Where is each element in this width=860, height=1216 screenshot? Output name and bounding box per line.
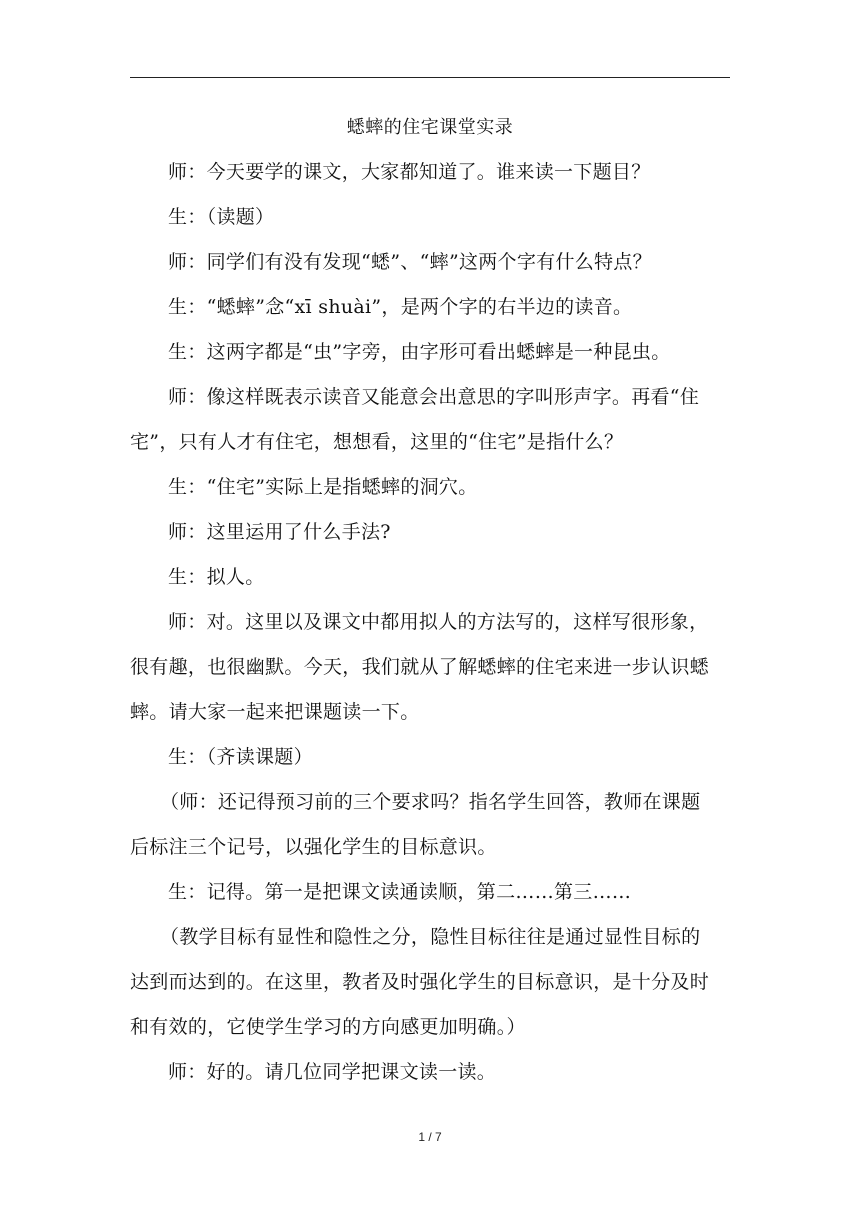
text-line: 蟀。请大家一起来把课题读一下。 bbox=[130, 701, 420, 723]
text-line: 后标注三个记号，以强化学生的目标意识。 bbox=[130, 836, 497, 858]
text-line: 很有趣，也很幽默。今天，我们就从了解蟋蟀的住宅来进一步认识蟋 bbox=[130, 656, 710, 678]
text-line: 生：（齐读课题） bbox=[168, 746, 313, 768]
text-line: 师：同学们有没有发现“蟋”、“蟀”这两个字有什么特点？ bbox=[168, 251, 652, 273]
page-number: 1 / 7 bbox=[418, 1130, 442, 1144]
text-line: 生：“蟋蟀”念“xī shuài”，是两个字的右半边的读音。 bbox=[168, 296, 633, 318]
text-line: （教学目标有显性和隐性之分，隐性目标往往是通过显性目标的 bbox=[160, 926, 701, 948]
text-line: 师：今天要学的课文，大家都知道了。谁来读一下题目？ bbox=[168, 161, 651, 183]
document-title: 蟋蟀的住宅课堂实录 bbox=[346, 117, 514, 138]
text-line: 生：（读题） bbox=[168, 206, 275, 228]
text-line: 师：这里运用了什么手法? bbox=[168, 521, 391, 543]
text-line: 生：拟人。 bbox=[168, 566, 265, 588]
text-line: 师：对。这里以及课文中都用拟人的方法写的，这样写很形象， bbox=[168, 611, 709, 633]
text-line: 生：记得。第一是把课文读通读顺，第二……第三…… bbox=[168, 881, 632, 903]
text-line: 师：像这样既表示读音又能意会出意思的字叫形声字。再看“住 bbox=[168, 386, 700, 408]
text-line: 达到而达到的。在这里，教者及时强化学生的目标意识，是十分及时 bbox=[130, 971, 710, 993]
text-line: 生：“住宅”实际上是指蟋蟀的洞穴。 bbox=[168, 476, 478, 498]
text-line: 师：好的。请几位同学把课文读一读。 bbox=[168, 1061, 497, 1083]
text-line: （师：还记得预习前的三个要求吗？指名学生回答，教师在课题 bbox=[160, 791, 701, 813]
text-line: 宅”，只有人才有住宅，想想看，这里的“住宅”是指什么？ bbox=[130, 431, 624, 453]
text-line: 和有效的，它使学生学习的方向感更加明确。） bbox=[130, 1016, 526, 1038]
header-rule bbox=[130, 77, 730, 78]
text-line: 生：这两字都是“虫”字旁，由字形可看出蟋蟀是一种昆虫。 bbox=[168, 341, 671, 363]
